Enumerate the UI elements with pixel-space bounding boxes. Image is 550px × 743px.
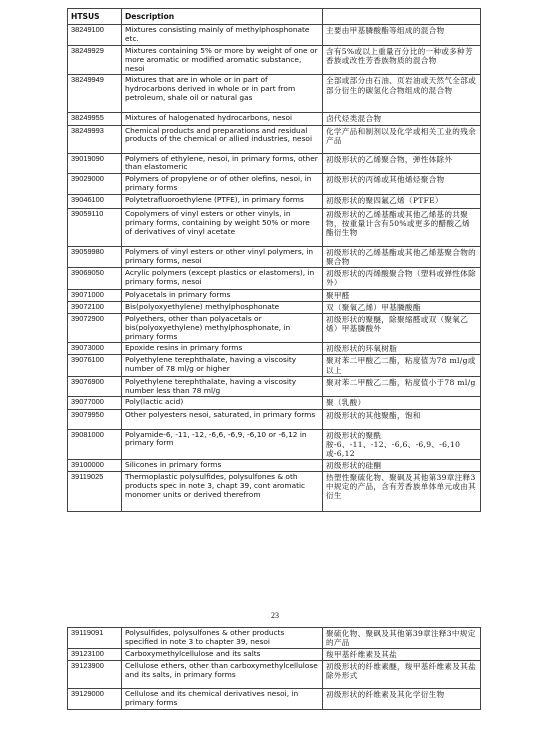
- htsus-code-cell: 39100000: [68, 459, 122, 471]
- chinese-description-cell: 双（聚氧乙烯）甲基膦酸酯: [323, 301, 481, 313]
- chinese-description-cell: 初级形状的纤维素醚，羧甲基纤维素及其盐除外形式: [323, 661, 481, 689]
- description-cell: Polyethers, other than polyacetals or bis(polyoxyethylene) methylphosphonate, in primary forms: [122, 313, 323, 343]
- chinese-description-cell: 聚硫化物、聚砜及其他第39章注释3中规定的产品: [323, 628, 481, 649]
- header-chinese: [323, 9, 481, 25]
- table-row: [68, 301, 481, 313]
- table-row: [68, 649, 481, 661]
- table-row: [68, 125, 481, 153]
- table-row: [68, 376, 481, 397]
- chinese-description-cell: 聚对苯二甲酸乙二酯，粘度值小于78 ml/g: [323, 376, 481, 397]
- table-row: [68, 25, 481, 46]
- table-row: [68, 429, 481, 459]
- chinese-description-cell: 初级形状的聚醚，除聚缩醛或双（聚氧乙烯）甲基膦酸外: [323, 313, 481, 343]
- description-cell: Polymers of ethylene, nesoi, in primary forms, other than elastomeric: [122, 153, 323, 174]
- description-cell: Mixtures that are in whole or in part of hydrocarbons derived in whole or in part from petroleum, shale oil or natural gas: [122, 75, 323, 113]
- table-row: [68, 268, 481, 289]
- table-row: [68, 174, 481, 195]
- table-row: [68, 313, 481, 343]
- description-cell: Polymers of propylene or of other olefins, nesoi, in primary forms: [122, 174, 323, 195]
- htsus-code-cell: 38249100: [68, 25, 122, 46]
- table-row: [68, 661, 481, 689]
- htsus-code-cell: 38249955: [68, 113, 122, 125]
- description-cell: Mixtures consisting mainly of methylphosphonate etc.: [122, 25, 323, 46]
- table-row: [68, 343, 481, 355]
- htsus-code-cell: 39069050: [68, 268, 122, 289]
- htsus-code-cell: 39071000: [68, 289, 122, 301]
- description-cell: Thermoplastic polysulfides, polysulfones & oth products spec in note 3, chapt 39, cont aromatic monomer units or derived therefrom: [122, 472, 323, 512]
- description-cell: Carboxymethylcellulose and its salts: [122, 649, 323, 661]
- htsus-code-cell: 39073000: [68, 343, 122, 355]
- table-row: [68, 355, 481, 376]
- htsus-code-cell: 39076900: [68, 376, 122, 397]
- table-body: [68, 628, 481, 710]
- chinese-description-cell: 初级形状的乙烯基酯或其他乙烯基聚合物的聚合物: [323, 247, 481, 268]
- chinese-description-cell: 初级形状的纤维素及其化学衍生物: [323, 689, 481, 710]
- description-cell: Cellulose and its chemical derivatives nesoi, in primary forms: [122, 689, 323, 710]
- description-cell: Polyamide-6, -11, -12, -6,6, -6,9, -6,10 or -6,12 in primary form: [122, 429, 323, 459]
- table-row: [68, 472, 481, 512]
- htsus-code-cell: 39046100: [68, 195, 122, 209]
- htsus-code-cell: 39077000: [68, 397, 122, 409]
- description-cell: Polymers of vinyl esters or other vinyl polymers, in primary forms, nesoi: [122, 247, 323, 268]
- table-row: [68, 689, 481, 710]
- htsus-code-cell: 39119091: [68, 628, 122, 649]
- table-row: [68, 409, 481, 429]
- htsus-code-cell: 39019090: [68, 153, 122, 174]
- description-cell: Bis(polyoxyethylene) methylphosphonate: [122, 301, 323, 313]
- table-row: [68, 153, 481, 174]
- htsus-code-cell: 39123100: [68, 649, 122, 661]
- chinese-description-cell: 化学产品和制剂以及化学或相关工业的残余产品: [323, 125, 481, 153]
- htsus-code-cell: 39059980: [68, 247, 122, 268]
- table-row: [68, 75, 481, 113]
- chinese-description-cell: 初级形状的硅酮: [323, 459, 481, 471]
- chinese-description-cell: 初级形状的聚四氟乙烯（PTFE）: [323, 195, 481, 209]
- description-cell: Polyethylene terephthalate, having a viscosity number of 78 ml/g or higher: [122, 355, 323, 376]
- chinese-description-cell: 聚甲醛: [323, 289, 481, 301]
- htsus-code-cell: 39072900: [68, 313, 122, 343]
- htsus-code-cell: 39123900: [68, 661, 122, 689]
- table-header-row: [68, 9, 481, 25]
- chinese-description-cell: 初级形状的乙烯聚合物，弹性体除外: [323, 153, 481, 174]
- chinese-description-cell: 初级形状的乙烯基酯或其他乙烯基的共聚物，按重量计含有50%或更多的醋酸乙烯酯衍生物: [323, 209, 481, 247]
- htsus-code-cell: 38249949: [68, 75, 122, 113]
- table-row: [68, 628, 481, 649]
- description-cell: Chemical products and preparations and residual products of the chemical or allied industries, nesoi: [122, 125, 323, 153]
- tariff-table-continued: [67, 627, 481, 710]
- htsus-code-cell: 39029000: [68, 174, 122, 195]
- chinese-description-cell: 含有5%或以上重量百分比的一种或多种芳香族或改性芳香族物质的混合物: [323, 45, 481, 75]
- description-cell: Polyethylene terephthalate, having a viscosity number less than 78 ml/g: [122, 376, 323, 397]
- description-cell: Silicones in primary forms: [122, 459, 323, 471]
- table-row: [68, 397, 481, 409]
- chinese-description-cell: 卤代烃类混合物: [323, 113, 481, 125]
- table-row: [68, 195, 481, 209]
- tariff-table-page-23: [67, 8, 481, 512]
- description-cell: Mixtures containing 5% or more by weight of one or more aromatic or modified aromatic substance, nesoi: [122, 45, 323, 75]
- description-cell: Polytetrafluoroethylene (PTFE), in primary forms: [122, 195, 323, 209]
- chinese-description-cell: 初级形状的丙烯或其他烯烃聚合物: [323, 174, 481, 195]
- chinese-description-cell: 聚对苯二甲酸乙二酯，粘度值为78 ml/g或以上: [323, 355, 481, 376]
- page-number: 23: [271, 611, 279, 620]
- table-row: [68, 247, 481, 268]
- description-cell: Polyacetals in primary forms: [122, 289, 323, 301]
- chinese-description-cell: 初级形状的丙烯酸聚合物（塑料或弹性体除外）: [323, 268, 481, 289]
- table-row: [68, 113, 481, 125]
- description-cell: Epoxide resins in primary forms: [122, 343, 323, 355]
- chinese-description-cell: 主要由甲基膦酸酯等组成的混合物: [323, 25, 481, 46]
- chinese-description-cell: 初级形状的聚酰胺-6、-11、-12、-6,6、-6,9、-6,10或-6,12: [323, 429, 481, 459]
- htsus-code-cell: 38249929: [68, 45, 122, 75]
- chinese-description-cell: 热塑性聚硫化物、聚砜及其他第39章注释3中规定的产品，含有芳香族单体单元或由其衍生: [323, 472, 481, 512]
- htsus-code-cell: 39059110: [68, 209, 122, 247]
- table-row: [68, 459, 481, 471]
- description-cell: Poly(lactic acid): [122, 397, 323, 409]
- description-cell: Acrylic polymers (except plastics or elastomers), in primary forms, nesoi: [122, 268, 323, 289]
- htsus-code-cell: 39081000: [68, 429, 122, 459]
- htsus-code-cell: 39072100: [68, 301, 122, 313]
- chinese-description-cell: 初级形状的环氧树脂: [323, 343, 481, 355]
- htsus-code-cell: 39076100: [68, 355, 122, 376]
- table-body: [68, 25, 481, 512]
- description-cell: Polysulfides, polysulfones & other products specified in note 3 to chapter 39, nesoi: [122, 628, 323, 649]
- chinese-description-cell: 初级形状的其他聚酯，饱和: [323, 409, 481, 429]
- header-htsus: HTSUS: [68, 9, 122, 25]
- htsus-code-cell: 39079950: [68, 409, 122, 429]
- chinese-description-cell: 羧甲基纤维素及其盐: [323, 649, 481, 661]
- table-row: [68, 45, 481, 75]
- htsus-code-cell: 39119025: [68, 472, 122, 512]
- htsus-code-cell: 38249993: [68, 125, 122, 153]
- description-cell: Mixtures of halogenated hydrocarbons, nesoi: [122, 113, 323, 125]
- description-cell: Copolymers of vinyl esters or other vinyls, in primary forms, containing by weight 50% or more of derivatives of vinyl acetate: [122, 209, 323, 247]
- chinese-description-cell: 全部或部分由石油、页岩油或天然气全部或部分衍生的碳氢化合物组成的混合物: [323, 75, 481, 113]
- description-cell: Other polyesters nesoi, saturated, in primary forms: [122, 409, 323, 429]
- htsus-code-cell: 39129000: [68, 689, 122, 710]
- table-row: [68, 209, 481, 247]
- chinese-description-cell: 聚（乳酸）: [323, 397, 481, 409]
- header-description: Description: [122, 9, 323, 25]
- description-cell: Cellulose ethers, other than carboxymethylcellulose and its salts, in primary forms: [122, 661, 323, 689]
- table-row: [68, 289, 481, 301]
